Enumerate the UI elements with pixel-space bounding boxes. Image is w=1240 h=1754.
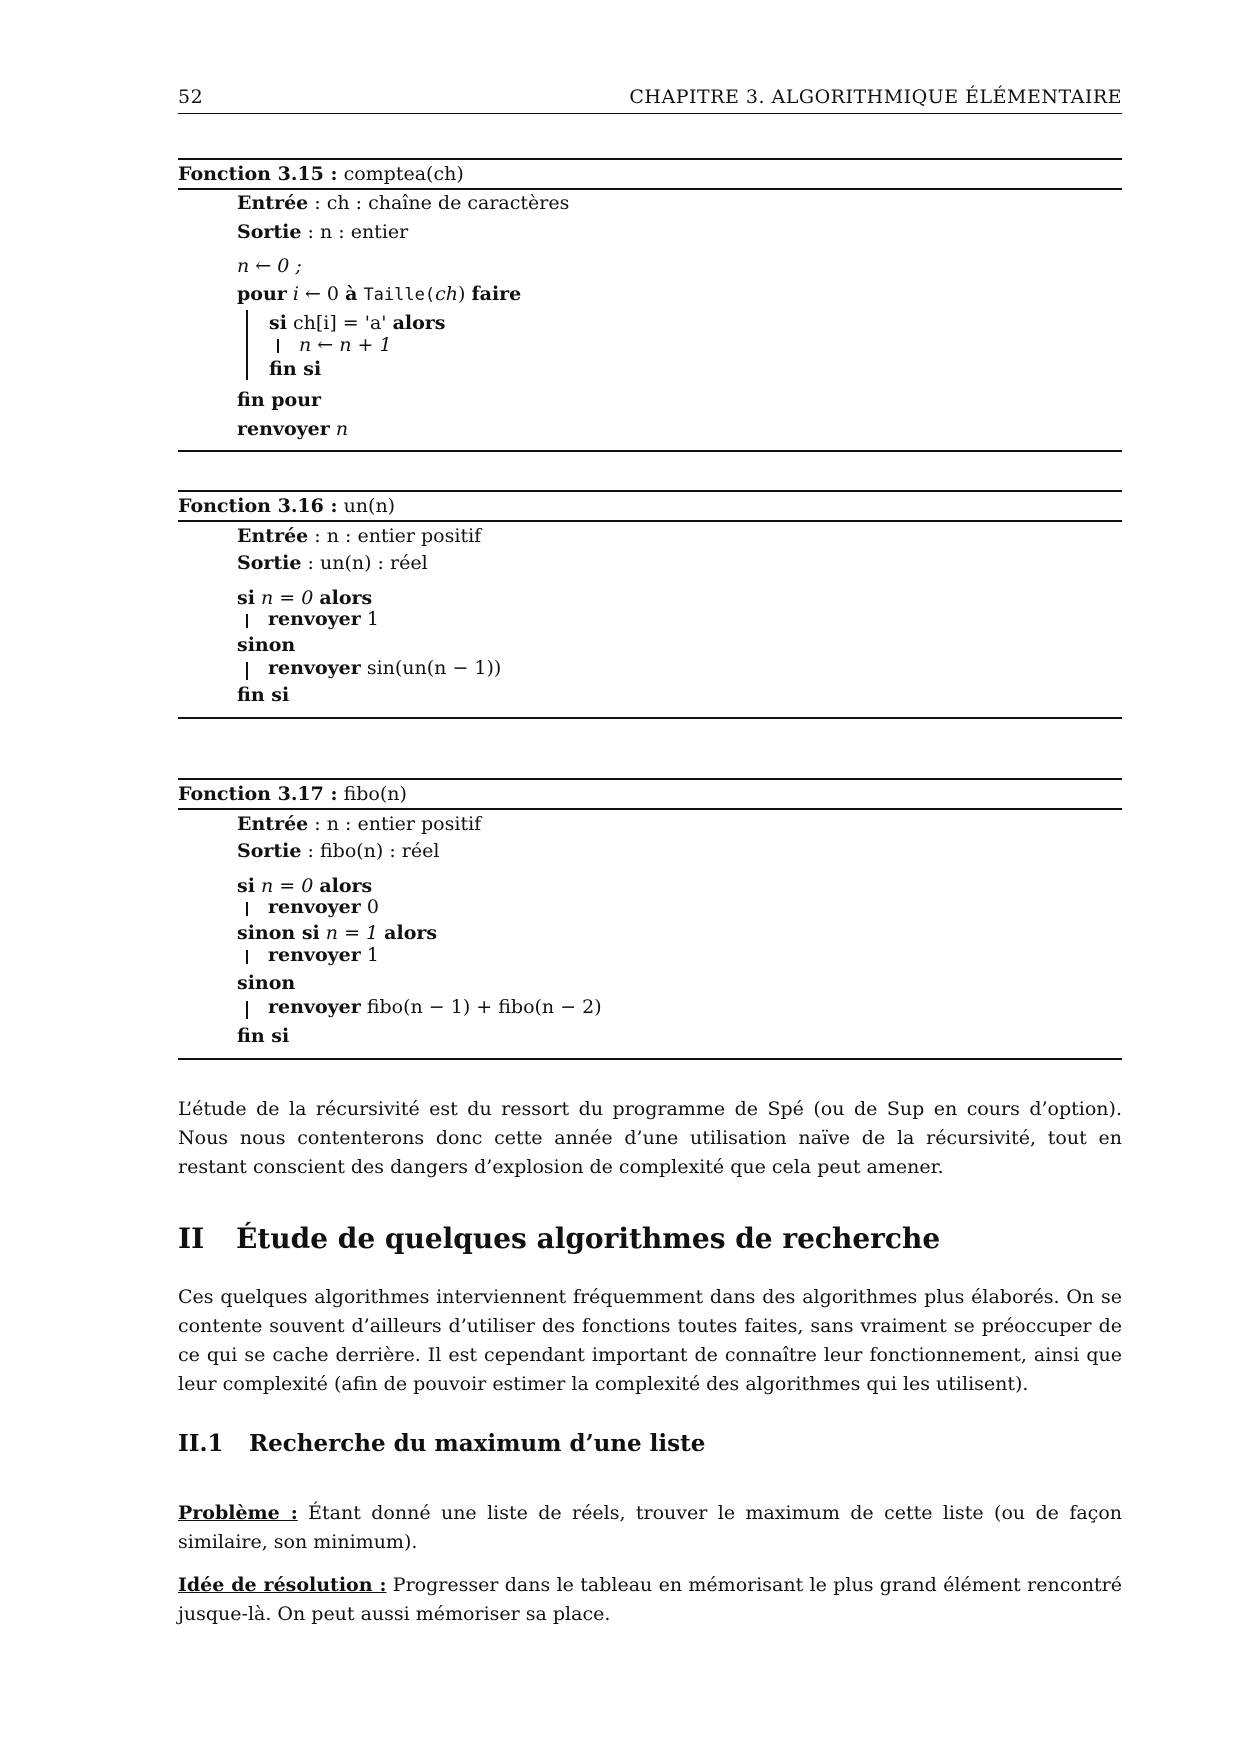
algo-return3-line: renvoyer fibo(n − 1) + fibo(n − 2) — [268, 996, 602, 1018]
algorithm-box-fibo — [178, 778, 1122, 1060]
algo-label: Fonction 3.17 : — [178, 783, 338, 805]
algo-caption — [178, 160, 1122, 188]
algo-elif-line: sinon si n = 1 alors — [237, 922, 438, 944]
else-block-bar — [246, 662, 248, 680]
algo-label: Fonction 3.16 : — [178, 495, 338, 517]
algo-name: un(n) — [343, 495, 396, 517]
document-page — [178, 0, 1122, 1754]
idea-paragraph — [178, 1571, 1122, 1629]
algo-endfor-line: fin pour — [237, 389, 322, 411]
algo-init-line: n ← 0 ; — [237, 255, 302, 277]
algo-if-line: si ch[i] = 'a' alors — [269, 312, 446, 334]
algo-assign-line: n ← n + 1 — [299, 334, 392, 356]
algo-return1-line: renvoyer 1 — [268, 608, 379, 630]
if-block-bar — [246, 902, 248, 916]
for-block-bar — [246, 310, 248, 380]
algo-body — [178, 810, 1122, 1058]
algo-body — [178, 190, 1122, 450]
subsection-heading — [178, 1430, 705, 1457]
algo-else-line: sinon — [237, 634, 296, 656]
algo-output-line: Sortie : n : entier — [237, 221, 409, 243]
problem-text: Étant donné une liste de réels, trouver le maximum de cette liste (ou de façon similaire, son minimum). — [178, 1502, 1123, 1553]
elif-block-bar — [246, 950, 248, 964]
algo-return-line: renvoyer n — [237, 418, 349, 440]
algo-if-line: si n = 0 alors — [237, 875, 373, 897]
algo-name: fibo(n) — [343, 783, 407, 805]
algorithm-box-comptea — [178, 158, 1122, 452]
algo-if-line: si n = 0 alors — [237, 587, 373, 609]
algo-bottom-rule — [178, 717, 1122, 719]
algo-output-line: Sortie : fibo(n) : réel — [237, 840, 440, 862]
algo-return2-line: renvoyer sin(un(n − 1)) — [268, 657, 502, 679]
algo-endif-line: fin si — [237, 1025, 290, 1047]
algo-endif-line: fin si — [269, 358, 322, 380]
page-number: 52 — [178, 86, 204, 108]
algo-caption — [178, 780, 1122, 808]
header-rule — [178, 113, 1122, 114]
problem-paragraph — [178, 1499, 1122, 1557]
algo-input-line: Entrée : ch : chaîne de caractères — [237, 192, 570, 214]
subsection-title: Recherche du maximum d’une liste — [249, 1430, 706, 1457]
paragraph-section-intro: Ces quelques algorithmes interviennent fréquemment dans des algorithmes plus élaborés. On se contente souvent d’ailleurs d’utiliser des fonctions toutes faites, sans vraiment se préoccuper de ce qui se cache derrière. Il est cependant important de connaître leur fonctionnement, ainsi que leur complexité (afin de pouvoir estimer la complexité des algorithmes qui les utilisent). — [178, 1286, 1122, 1395]
algo-bottom-rule — [178, 1058, 1122, 1060]
algo-bottom-rule — [178, 450, 1122, 452]
algo-for-line: pour i ← 0 à Taille(ch) faire — [237, 283, 522, 305]
algo-return2-line: renvoyer 1 — [268, 944, 379, 966]
algo-name: comptea(ch) — [343, 163, 464, 185]
algo-caption — [178, 492, 1122, 520]
algo-input-line: Entrée : n : entier positif — [237, 525, 482, 547]
algo-endif-line: fin si — [237, 684, 290, 706]
idea-label: Idée de résolution : — [178, 1574, 387, 1596]
if-block-bar — [246, 614, 248, 628]
algorithm-box-un — [178, 490, 1122, 719]
subsection-number: II.1 — [178, 1430, 224, 1457]
section-number: II — [178, 1222, 205, 1255]
algo-output-line: Sortie : un(n) : réel — [237, 552, 428, 574]
algo-body — [178, 522, 1122, 717]
algo-input-line: Entrée : n : entier positif — [237, 813, 482, 835]
section-title: Étude de quelques algorithmes de recherche — [236, 1222, 941, 1255]
paragraph-recursion: L’étude de la récursivité est du ressort du programme de Spé (ou de Sup en cours d’option). Nous nous contenterons donc cette année d’une utilisation naïve de la récursivité, tout en restant conscient des dangers d’explosion de complexité que cela peut amener. — [178, 1098, 1122, 1178]
idea-text: Progresser dans le tableau en mémorisant le plus grand élément rencontré jusque-là. On peut aussi mémoriser sa place. — [178, 1574, 1123, 1625]
problem-label: Problème : — [178, 1502, 298, 1524]
algo-else-line: sinon — [237, 972, 296, 994]
section-heading — [178, 1222, 940, 1255]
if-block-bar — [277, 339, 279, 353]
algo-label: Fonction 3.15 : — [178, 163, 338, 185]
else-block-bar — [246, 1001, 248, 1019]
chapter-title: CHAPITRE 3. ALGORITHMIQUE ÉLÉMENTAIRE — [629, 86, 1122, 108]
algo-return1-line: renvoyer 0 — [268, 896, 379, 918]
